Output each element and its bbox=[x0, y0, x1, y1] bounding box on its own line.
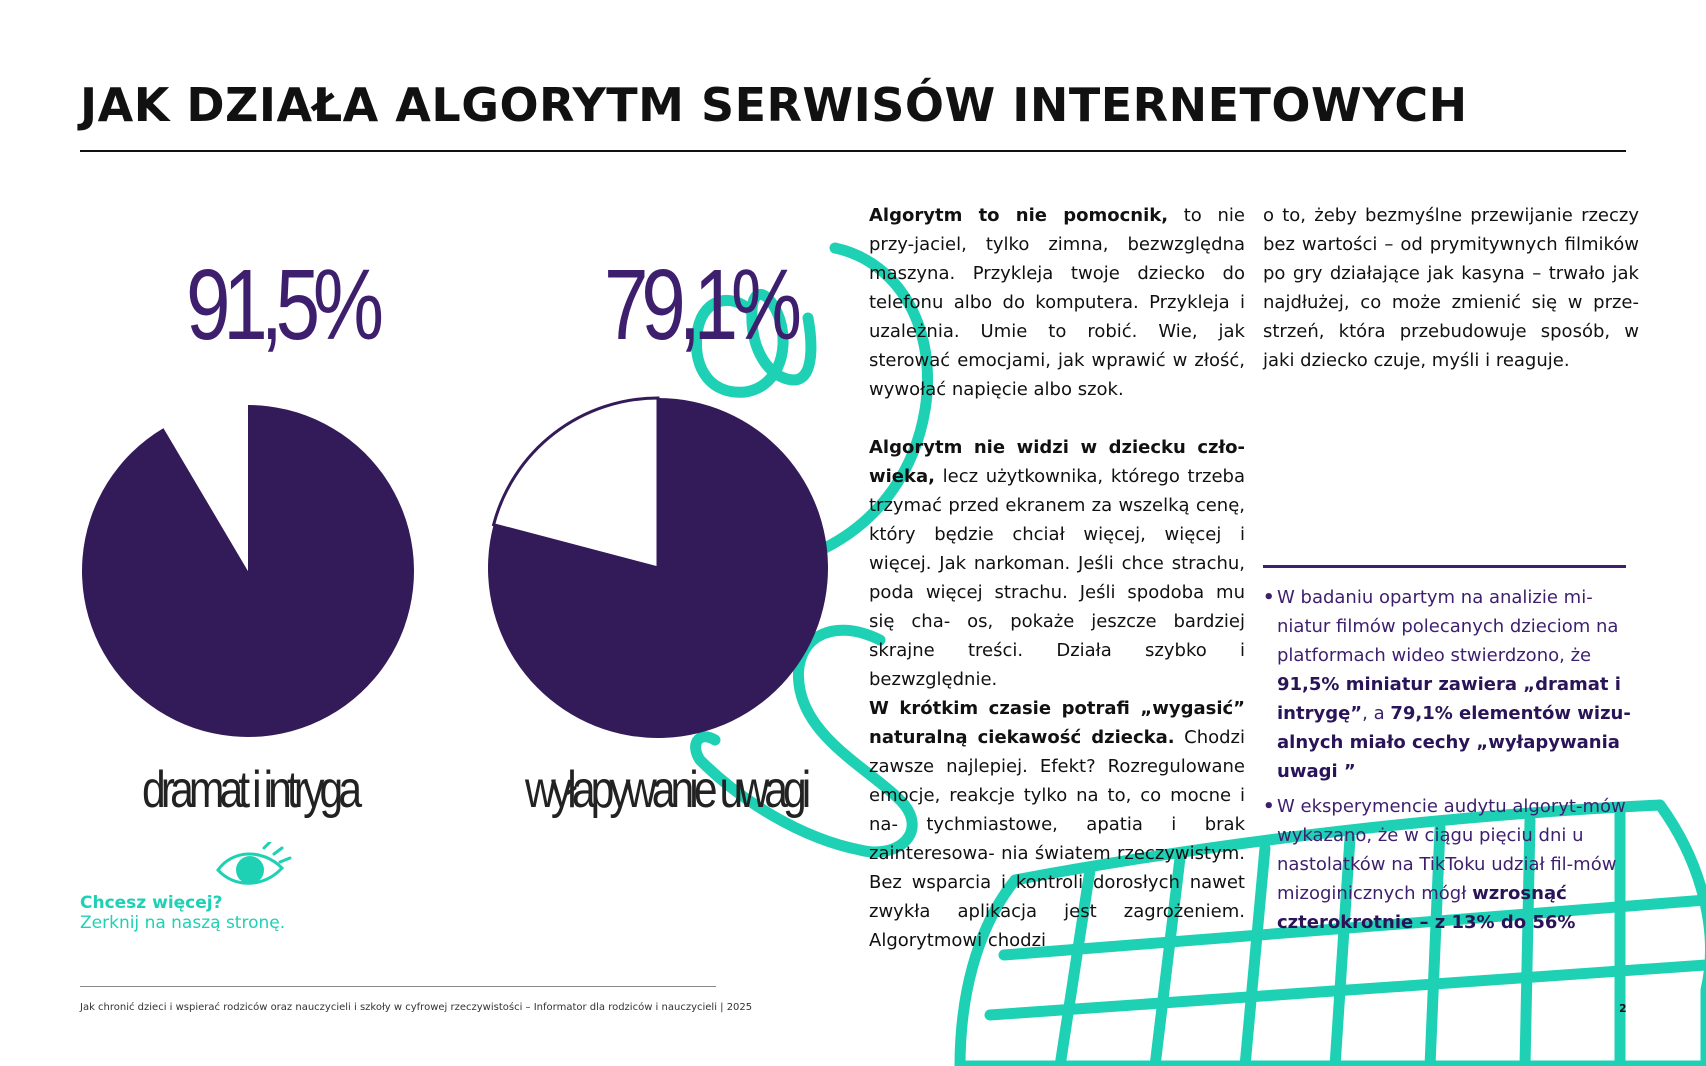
cta-link[interactable]: Zerknij na naszą stronę. bbox=[80, 913, 286, 933]
page-number: 2 bbox=[1619, 1002, 1627, 1015]
bullets-divider bbox=[1263, 565, 1626, 568]
eye-icon bbox=[212, 842, 292, 894]
footer-text: Jak chronić dzieci i wspierać rodziców oraz nauczycieli i szkoły w cyfrowej rzeczywistości – Informator dla rodziców i nauczycieli | 2025 bbox=[80, 1002, 753, 1013]
paragraph-4: o to, żeby bezmyślne przewijanie rzeczy bez wartości – od prymitywnych filmików po gry działające jak kasyna – trwało jak najdłużej, co może zmienić się w prze- strzeń, która przebudowuje sposób, w jaki dziecko czuje, myśli i reaguje. bbox=[1263, 205, 1639, 371]
bullet-item: • W badaniu opartym na analizie mi-niatur filmów polecanych dzieciom na platformach wideo stwierdzono, że 91,5% miniatur zawiera „dramat i intrygę”, a 79,1% elementów wizu-alnych miało cechy „wyłapywania uwagi ” bbox=[1263, 583, 1643, 786]
pie2-label: wyłapywanie uwagi bbox=[525, 761, 807, 819]
paragraph-3: W krótkim czasie potrafi „wygasić” naturalną ciekawość dziecka. Chodzi zawsze najlepiej. Efekt? Rozregulowane emocje, reakcje tylko na to, co mocne i na- tychmiastowe, apatia i brak zainteresowa- nia światem rzeczywistym. Bez wsparcia i kontroli dorosłych nawet zwykła aplikacja jest zagrożeniem. Algorytmowi chodzi bbox=[869, 698, 1245, 951]
pie1-label: dramat i intryga bbox=[142, 761, 358, 819]
bullet-item: • W eksperymencie audytu algoryt-mów wykazano, że w ciągu pięciu dni u nastolatków na TikToku udział fil-mów mizoginicznych mógł wzrosnąć czterokrotnie – z 13% do 56% bbox=[1263, 792, 1643, 937]
text-column-1 bbox=[869, 201, 1245, 955]
pie1-percentage: 91,5% bbox=[186, 249, 377, 361]
research-bullets bbox=[1263, 583, 1643, 937]
paragraph-2: Algorytm nie widzi w dziecku czło-wieka, lecz użytkownika, którego trzeba trzymać przed ekranem za wszelką cenę, który będzie chciał więcej, więcej i więcej. Jak narkoman. Jeśli chce strachu, poda więcej strachu. Jeśli spodoba mu się cha- os, pokaże jeszcze bardziej skrajne treści. Działa szybko i bezwzględnie. bbox=[869, 437, 1245, 690]
page-title: JAK DZIAŁA ALGORYTM SERWISÓW INTERNETOWYCH bbox=[80, 78, 1468, 132]
pie2-percentage: 79,1% bbox=[604, 249, 795, 361]
paragraph-1: Algorytm to nie pomocnik, to nie przy-jaciel, tylko zimna, bezwzględna maszyna. Przykleja twoje dziecko do telefonu albo do komputera. Przykleja i uzależnia. Umie to robić. Wie, jak sterować emocjami, jak wprawić w złość, wywołać napięcie albo szok. bbox=[869, 205, 1245, 400]
pie-chart-dramat bbox=[82, 405, 414, 737]
pie-chart-uwaga bbox=[488, 398, 828, 738]
text-column-2 bbox=[1263, 201, 1639, 375]
footer-divider bbox=[80, 986, 716, 987]
cta-title: Chcesz więcej? bbox=[80, 893, 223, 913]
